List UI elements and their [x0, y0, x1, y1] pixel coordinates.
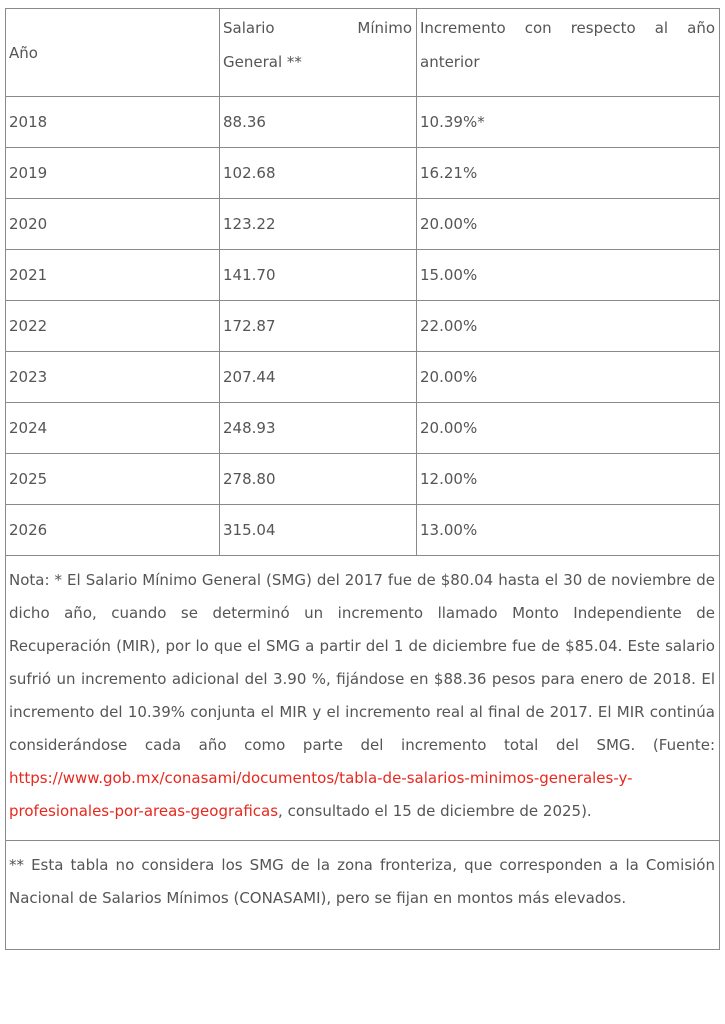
header-salary-word2: Mínimo	[357, 19, 412, 37]
note-text: Nota: * El Salario Mínimo General (SMG) del 2017 fue de $80.04 hasta el 30 de noviembre de dicho año, cuando se determinó un incremento llamado Monto Independiente de Recuperación (MIR), por lo que el SMG a partir del 1 de diciembre fue de $85.04. Este salario sufrió un incremento adicional del 3.90 %, fijándose en $88.36 pesos para enero de 2018. El incremento del 10.39% conjunta el MIR y el incremento real al final de 2017. El MIR continúa considerándose cada año como parte del incremento total del SMG. (Fuente:	[9, 571, 715, 754]
table-header-row	[6, 9, 720, 97]
cell-year: 2022	[6, 301, 220, 352]
cell-salary: 172.87	[220, 301, 417, 352]
table-row	[6, 454, 720, 505]
cell-year: 2025	[6, 454, 220, 505]
cell-increment: 12.00%	[417, 454, 720, 505]
cell-year: 2019	[6, 148, 220, 199]
table-row	[6, 199, 720, 250]
cell-year: 2023	[6, 352, 220, 403]
header-salary-line2: General **	[223, 53, 302, 71]
header-salary-line1	[223, 11, 412, 45]
source-link[interactable]: https://www.gob.mx/conasami/documentos/tabla-de-salarios-minimos-generales-y-profesionales-por-areas-geograficas	[9, 769, 633, 820]
cell-increment: 20.00%	[417, 199, 720, 250]
cell-year: 2021	[6, 250, 220, 301]
note-tail: , consultado el 15 de diciembre de 2025).	[278, 802, 592, 820]
table-row	[6, 97, 720, 148]
cell-salary: 278.80	[220, 454, 417, 505]
cell-year: 2020	[6, 199, 220, 250]
table-row	[6, 352, 720, 403]
cell-year: 2018	[6, 97, 220, 148]
table-row	[6, 148, 720, 199]
note2-cell: ** Esta tabla no considera los SMG de la zona fronteriza, que corresponden a la Comisión Nacional de Salarios Mínimos (CONASAMI), pero se fijan en montos más elevados.	[6, 841, 720, 950]
cell-increment: 15.00%	[417, 250, 720, 301]
table-row	[6, 403, 720, 454]
table-row	[6, 505, 720, 556]
cell-salary: 88.36	[220, 97, 417, 148]
cell-year: 2026	[6, 505, 220, 556]
cell-salary: 315.04	[220, 505, 417, 556]
cell-salary: 102.68	[220, 148, 417, 199]
table-row	[6, 250, 720, 301]
header-increment: Incremento con respecto al año anterior	[417, 9, 720, 97]
note2-row	[6, 841, 720, 950]
minimum-wage-table	[5, 8, 720, 950]
cell-increment: 22.00%	[417, 301, 720, 352]
note-cell	[6, 556, 720, 841]
cell-salary: 207.44	[220, 352, 417, 403]
cell-salary: 141.70	[220, 250, 417, 301]
note-row	[6, 556, 720, 841]
cell-increment: 10.39%*	[417, 97, 720, 148]
cell-increment: 16.21%	[417, 148, 720, 199]
cell-increment: 13.00%	[417, 505, 720, 556]
cell-increment: 20.00%	[417, 403, 720, 454]
cell-increment: 20.00%	[417, 352, 720, 403]
cell-salary: 123.22	[220, 199, 417, 250]
header-salary	[220, 9, 417, 97]
header-salary-word1: Salario	[223, 19, 275, 37]
cell-year: 2024	[6, 403, 220, 454]
header-year: Año	[6, 9, 220, 97]
cell-salary: 248.93	[220, 403, 417, 454]
table-row	[6, 301, 720, 352]
